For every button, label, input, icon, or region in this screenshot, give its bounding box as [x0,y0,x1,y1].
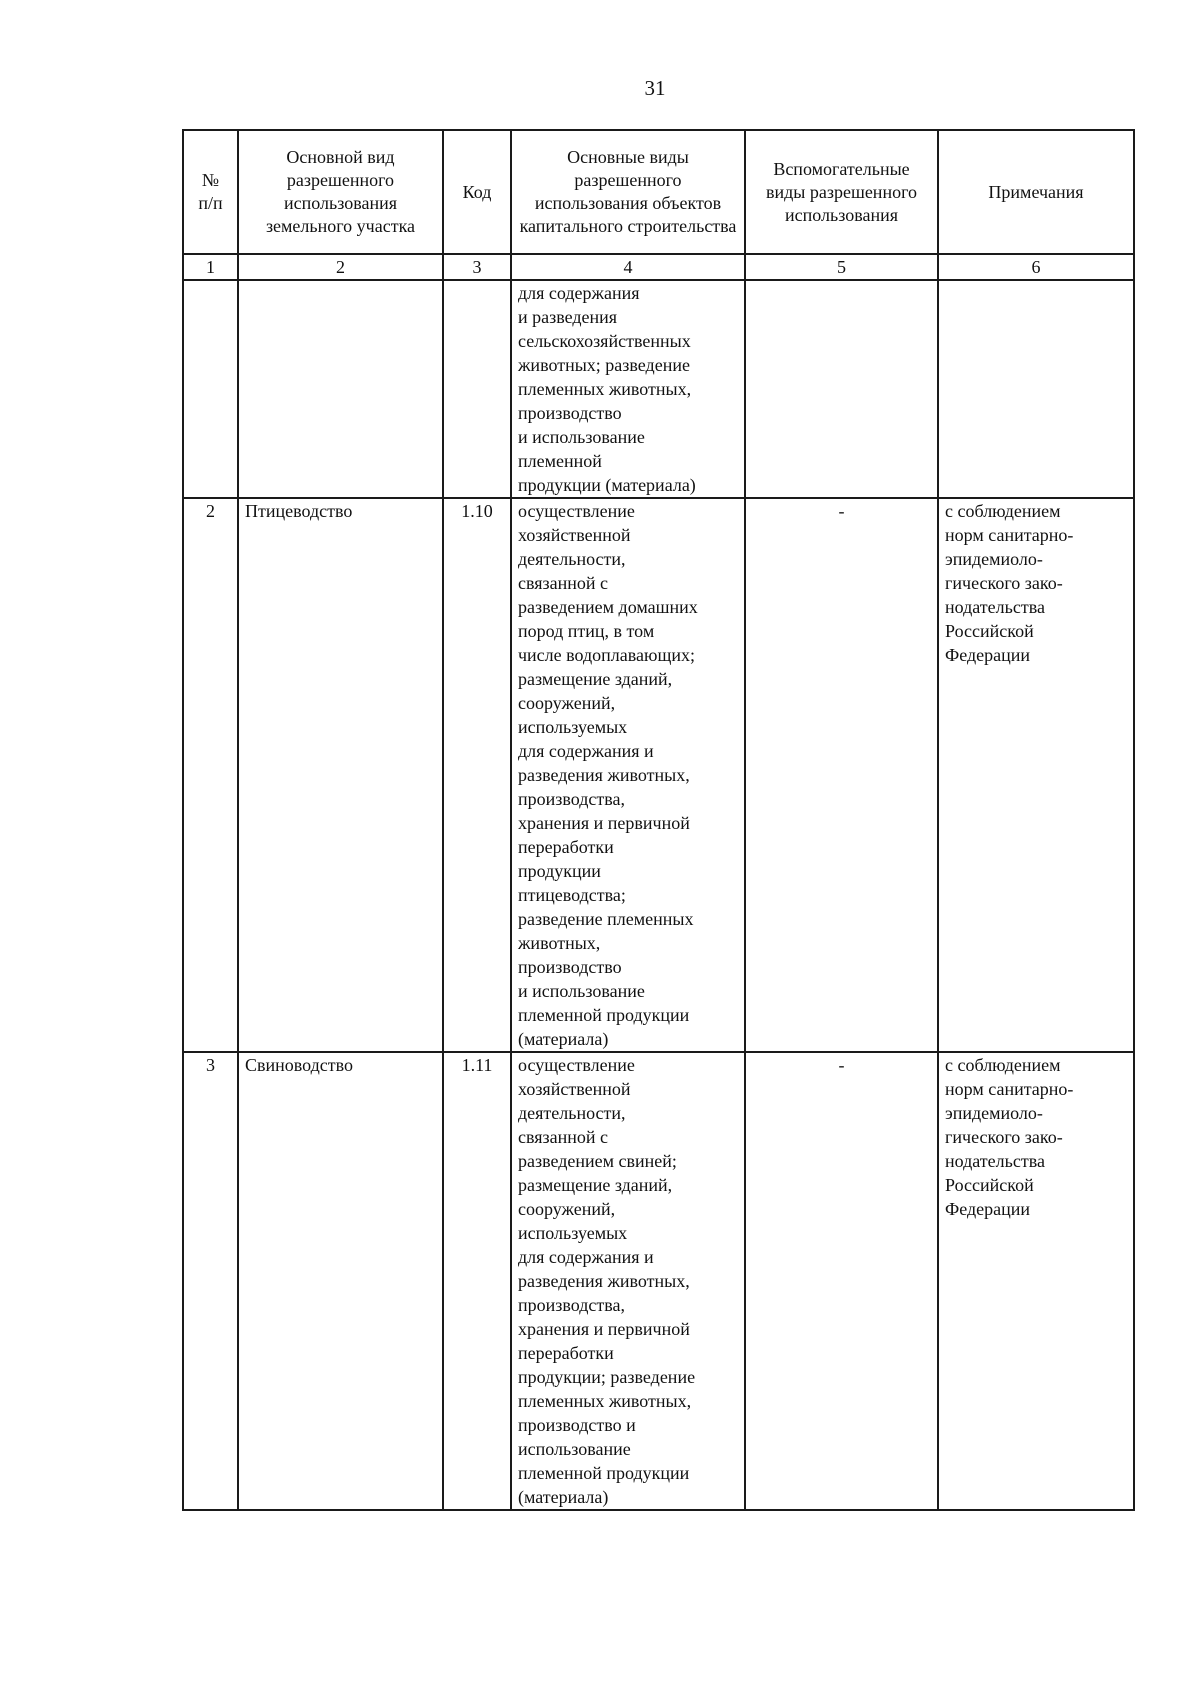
code-cell: 1.10 [443,498,511,1052]
main-use-cell: Птицеводство [238,498,443,1052]
column-number: 3 [443,254,511,280]
column-number-row [183,254,1134,280]
auxiliary-use-cell: - [745,498,938,1052]
column-number: 6 [938,254,1134,280]
column-number: 4 [511,254,745,280]
main-use-cell: Свиноводство [238,1052,443,1510]
row-number: 3 [183,1052,238,1510]
auxiliary-use-cell [745,280,938,498]
header-main-use: Основной вид разрешенного использования земельного участка [238,130,443,254]
main-use-cell [238,280,443,498]
code-cell [443,280,511,498]
table-row [183,280,1134,498]
row-number: 2 [183,498,238,1052]
notes-cell [938,280,1134,498]
header-notes: Примечания [938,130,1134,254]
table-row [183,498,1134,1052]
notes-cell: с соблюдением норм санитарно- эпидемиоло- гического зако- нодательства Российской Федерации [938,1052,1134,1510]
column-number: 5 [745,254,938,280]
code-cell: 1.11 [443,1052,511,1510]
capital-use-cell: для содержания и разведения сельскохозяйственных животных; разведение племенных животных, производство и использование племенной продукции (материала) [511,280,745,498]
notes-cell: с соблюдением норм санитарно- эпидемиоло- гического зако- нодательства Российской Федерации [938,498,1134,1052]
column-number: 2 [238,254,443,280]
land-use-table [182,129,1135,1511]
header-number: № п/п [183,130,238,254]
capital-use-cell: осуществление хозяйственной деятельности, связанной с разведением домашних пород птиц, в том числе водоплавающих; размещение зданий, сооружений, используемых для содержания и разведения животных, производства, хранения и первичной переработки продукции птицеводства; разведение племенных животных, производство и использование племенной продукции (материала) [511,498,745,1052]
capital-use-cell: осуществление хозяйственной деятельности, связанной с разведением свиней; размещение зданий, сооружений, используемых для содержания и разведения животных, производства, хранения и первичной переработки продукции; разведение племенных животных, производство и использование племенной продукции (материала) [511,1052,745,1510]
column-number: 1 [183,254,238,280]
header-capital-use: Основные виды разрешенного использования объектов капитального строительства [511,130,745,254]
header-auxiliary-use: Вспомогательные виды разрешенного использования [745,130,938,254]
header-code: Код [443,130,511,254]
page-number: 31 [644,76,666,100]
table-header-row [183,130,1134,254]
table-row [183,1052,1134,1510]
auxiliary-use-cell: - [745,1052,938,1510]
row-number [183,280,238,498]
